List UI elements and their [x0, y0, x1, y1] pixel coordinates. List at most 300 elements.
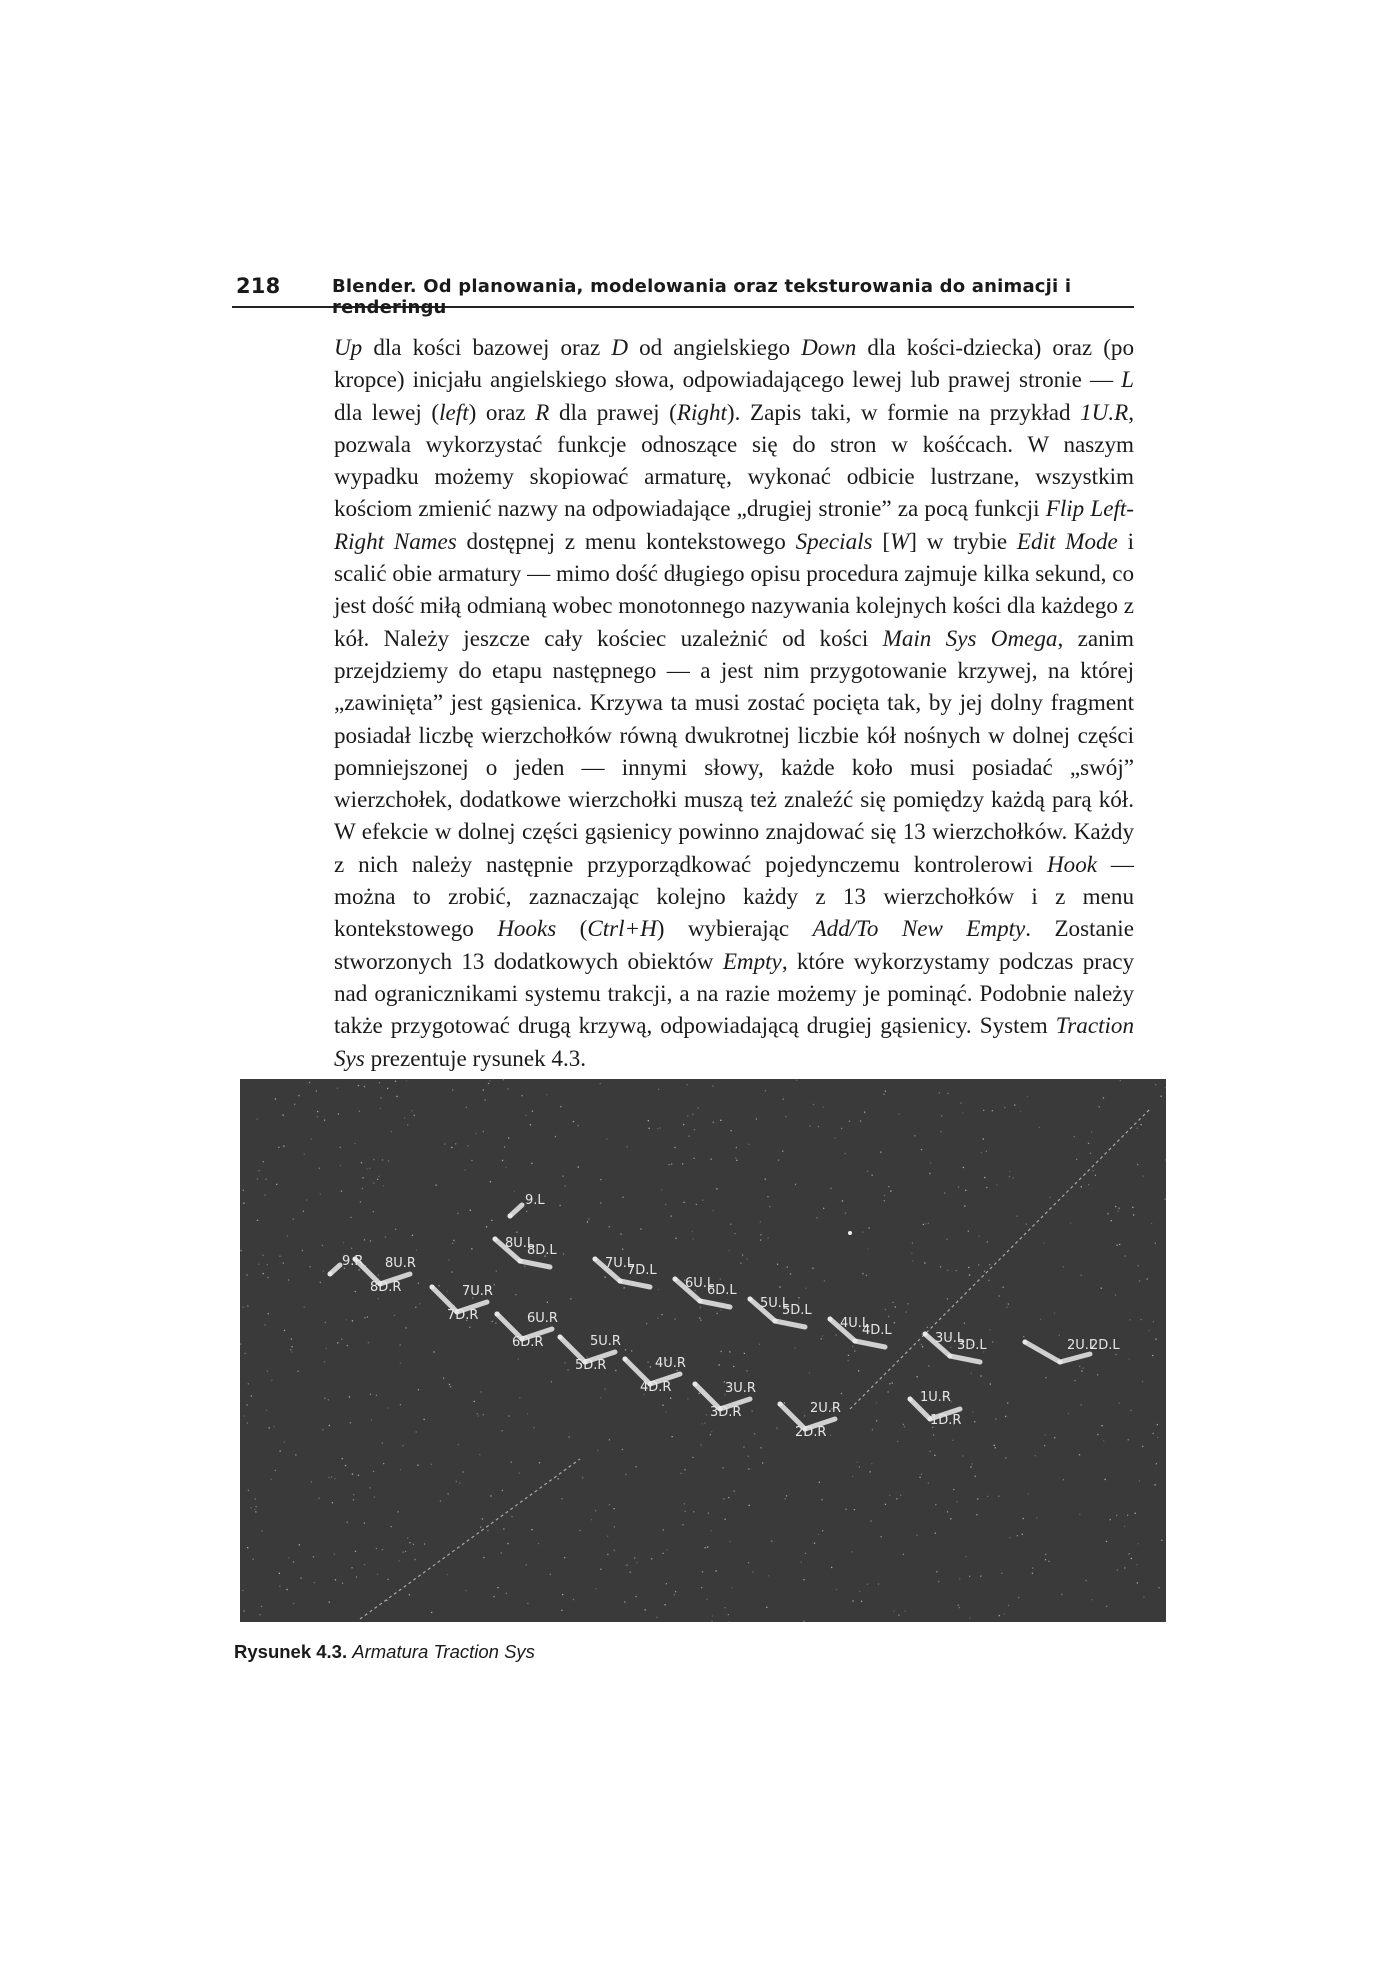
noise-dot: [516, 1232, 517, 1233]
noise-dot: [367, 1168, 368, 1169]
noise-dot: [1103, 1440, 1104, 1441]
noise-dot: [625, 1474, 626, 1475]
bone-label: 6D.R: [512, 1335, 544, 1350]
noise-dot: [976, 1514, 977, 1515]
noise-dot: [591, 1519, 592, 1520]
noise-dot: [1125, 1255, 1126, 1256]
noise-dot: [485, 1099, 486, 1100]
noise-dot: [352, 1474, 353, 1475]
noise-dot: [456, 1481, 457, 1482]
noise-dot: [328, 1399, 329, 1400]
noise-dot: [707, 1547, 708, 1548]
noise-dot: [345, 1465, 346, 1466]
noise-dot: [1009, 1537, 1010, 1538]
noise-dot: [609, 1226, 610, 1227]
noise-dot: [1048, 1561, 1049, 1562]
noise-dot: [1139, 1480, 1140, 1481]
noise-dot: [900, 1495, 901, 1496]
noise-dot: [342, 1458, 343, 1459]
noise-dot: [409, 1542, 410, 1543]
noise-dot: [337, 1088, 338, 1089]
noise-dot: [848, 1355, 849, 1356]
noise-dot: [469, 1327, 470, 1328]
noise-dot: [382, 1443, 383, 1444]
noise-dot: [358, 1475, 359, 1476]
noise-dot: [1044, 1445, 1045, 1446]
noise-dot: [346, 1319, 347, 1320]
noise-dot: [288, 1279, 289, 1280]
noise-dot: [511, 1516, 512, 1517]
noise-dot: [880, 1152, 881, 1153]
noise-dot: [1115, 1354, 1116, 1355]
noise-dot: [247, 1547, 248, 1548]
noise-dot: [1157, 1437, 1158, 1438]
noise-dot: [1070, 1223, 1071, 1224]
noise-dot: [869, 1227, 870, 1228]
noise-dot: [786, 1495, 787, 1496]
noise-dot: [1106, 1541, 1107, 1542]
noise-dot: [649, 1128, 650, 1129]
text-run: i scalić obie armatury — mimo dość długiego opisu procedura zajmuje kilka sekund, co jest dość miłą odmianą wobec monotonnego nazywania kolejnych kości dla każdego z kół. Należy jeszcze cały kościec uzależnić od kości: [334, 527, 1135, 651]
bone-joint: [558, 1335, 563, 1340]
bone-label: 9.R: [342, 1254, 364, 1269]
noise-dot: [369, 1487, 370, 1488]
noise-dot: [740, 1263, 741, 1264]
bone-label: 2U.L: [1067, 1338, 1097, 1353]
noise-dot: [953, 1489, 954, 1490]
term: Right: [676, 398, 727, 425]
armature-viewport: [240, 1079, 1166, 1622]
noise-dot: [417, 1465, 418, 1466]
noise-dot: [625, 1349, 626, 1350]
noise-dot: [352, 1320, 353, 1321]
noise-dot: [1088, 1143, 1089, 1144]
noise-dot: [1018, 1597, 1019, 1598]
noise-dot: [894, 1611, 895, 1612]
noise-dot: [547, 1302, 548, 1303]
term: Main Sys Omega: [882, 624, 1058, 651]
text-run: ) wybierając: [656, 915, 813, 942]
noise-dot: [284, 1330, 285, 1331]
bone-joint: [495, 1312, 500, 1317]
noise-dot: [1081, 1186, 1082, 1187]
noise-dot: [243, 1203, 244, 1204]
noise-dot: [666, 1549, 667, 1550]
noise-dot: [370, 1240, 371, 1241]
noise-dot: [814, 1543, 815, 1544]
noise-dot: [364, 1564, 365, 1565]
noise-dot: [940, 1266, 941, 1267]
noise-dot: [587, 1221, 588, 1222]
noise-dot: [398, 1511, 399, 1512]
noise-dot: [256, 1506, 257, 1507]
noise-dot: [279, 1573, 280, 1574]
noise-dot: [671, 1216, 672, 1217]
noise-dot: [320, 1193, 321, 1194]
noise-dot: [532, 1111, 533, 1112]
noise-dot: [1004, 1614, 1005, 1615]
noise-dot: [978, 1264, 979, 1265]
noise-dot: [358, 1269, 359, 1270]
noise-dot: [600, 1179, 601, 1180]
viewport-noise: [240, 1079, 1166, 1622]
noise-dot: [950, 1518, 951, 1519]
noise-dot: [383, 1185, 384, 1186]
noise-dot: [414, 1559, 415, 1560]
noise-dot: [822, 1530, 823, 1531]
noise-dot: [400, 1469, 401, 1470]
noise-dot: [1135, 1513, 1136, 1514]
noise-dot: [747, 1258, 748, 1259]
noise-dot: [486, 1226, 487, 1227]
noise-dot: [646, 1323, 647, 1324]
noise-dot: [889, 1495, 890, 1496]
noise-dot: [361, 1162, 362, 1163]
noise-dot: [353, 1494, 354, 1495]
noise-dot: [1068, 1413, 1069, 1414]
noise-dot: [489, 1080, 490, 1081]
noise-dot: [324, 1361, 325, 1362]
noise-dot: [687, 1115, 688, 1116]
bone-label: 4U.R: [655, 1356, 686, 1371]
noise-dot: [1063, 1266, 1064, 1267]
bone-joint: [908, 1397, 913, 1402]
noise-dot: [669, 1164, 670, 1165]
noise-dot: [627, 1146, 628, 1147]
noise-dot: [418, 1283, 419, 1284]
noise-dot: [385, 1237, 386, 1238]
noise-dot: [729, 1250, 730, 1251]
noise-dot: [805, 1288, 806, 1289]
term: left: [439, 398, 469, 425]
noise-dot: [470, 1210, 471, 1211]
noise-dot: [275, 1098, 276, 1099]
noise-dot: [1166, 1159, 1167, 1160]
noise-dot: [716, 1570, 717, 1571]
noise-dot: [1043, 1243, 1044, 1244]
noise-dot: [257, 1178, 258, 1179]
noise-dot: [989, 1329, 990, 1330]
noise-dot: [449, 1259, 450, 1260]
noise-dot: [400, 1363, 401, 1364]
noise-dot: [1040, 1319, 1041, 1320]
noise-dot: [1076, 1159, 1077, 1160]
noise-dot: [849, 1121, 850, 1122]
noise-dot: [986, 1187, 987, 1188]
noise-dot: [1153, 1321, 1154, 1322]
noise-dot: [1014, 1104, 1015, 1105]
noise-dot: [1008, 1303, 1009, 1304]
noise-dot: [283, 1146, 284, 1147]
noise-dot: [265, 1179, 266, 1180]
noise-dot: [663, 1529, 664, 1530]
noise-dot: [502, 1160, 503, 1161]
bone-label: 2D.L: [1090, 1338, 1120, 1353]
noise-dot: [1005, 1457, 1006, 1458]
noise-dot: [247, 1305, 248, 1306]
noise-dot: [483, 1089, 484, 1090]
noise-dot: [984, 1271, 985, 1272]
noise-dot: [818, 1126, 819, 1127]
noise-dot: [1137, 1265, 1138, 1266]
noise-dot: [1007, 1402, 1008, 1403]
noise-dot: [335, 1579, 336, 1580]
noise-dot: [634, 1557, 635, 1558]
noise-dot: [693, 1511, 694, 1512]
noise-dot: [511, 1462, 512, 1463]
noise-dot: [600, 1202, 601, 1203]
noise-dot: [1131, 1410, 1132, 1411]
noise-dot: [1088, 1184, 1089, 1185]
noise-dot: [684, 1469, 685, 1470]
bones-layer: [328, 1205, 1091, 1432]
bone-joint: [593, 1257, 598, 1262]
noise-dot: [302, 1250, 303, 1251]
noise-dot: [622, 1249, 623, 1250]
noise-dot: [364, 1522, 365, 1523]
noise-dot: [600, 1397, 601, 1398]
noise-dot: [595, 1510, 596, 1511]
noise-dot: [563, 1253, 564, 1254]
noise-dot: [515, 1294, 516, 1295]
noise-dot: [919, 1477, 920, 1478]
noise-dot: [412, 1110, 413, 1111]
noise-dot: [1127, 1515, 1128, 1516]
noise-dot: [355, 1291, 356, 1292]
noise-dot: [383, 1463, 384, 1464]
noise-dot: [760, 1221, 761, 1222]
noise-dot: [1149, 1330, 1150, 1331]
noise-dot: [1079, 1366, 1080, 1367]
noise-dot: [760, 1447, 761, 1448]
noise-dot: [347, 1522, 348, 1523]
noise-dot: [974, 1421, 975, 1422]
noise-dot: [533, 1427, 534, 1428]
noise-dot: [724, 1607, 725, 1608]
noise-dot: [443, 1378, 444, 1379]
noise-dot: [573, 1121, 574, 1122]
noise-dot: [480, 1391, 481, 1392]
noise-dot: [620, 1234, 621, 1235]
noise-dot: [244, 1610, 245, 1611]
noise-dot: [247, 1274, 248, 1275]
noise-dot: [334, 1478, 335, 1479]
noise-dot: [367, 1316, 368, 1317]
noise-dot: [560, 1106, 561, 1107]
noise-dot: [859, 1466, 860, 1467]
noise-dot: [992, 1110, 993, 1111]
noise-dot: [778, 1160, 779, 1161]
noise-dot: [391, 1526, 392, 1527]
noise-dot: [1028, 1493, 1029, 1494]
noise-dot: [914, 1135, 915, 1136]
bone-label: 9.L: [525, 1193, 545, 1208]
bone-joint: [773, 1319, 778, 1324]
noise-dot: [921, 1474, 922, 1475]
noise-dot: [609, 1504, 610, 1505]
noise-dot: [416, 1249, 417, 1250]
noise-dot: [734, 1490, 735, 1491]
noise-dot: [267, 1264, 268, 1265]
noise-dot: [414, 1115, 415, 1116]
noise-dot: [1079, 1514, 1080, 1515]
bone-joint: [618, 1279, 623, 1284]
noise-dot: [665, 1604, 666, 1605]
noise-dot: [496, 1271, 497, 1272]
noise-dot: [1120, 1080, 1121, 1081]
noise-dot: [482, 1518, 483, 1519]
noise-dot: [293, 1603, 294, 1604]
noise-dot: [719, 1364, 720, 1365]
noise-dot: [959, 1578, 960, 1579]
noise-dot: [694, 1129, 695, 1130]
noise-dot: [640, 1228, 641, 1229]
noise-dot: [483, 1414, 484, 1415]
noise-dot: [388, 1579, 389, 1580]
noise-dot: [650, 1366, 651, 1367]
noise-dot: [267, 1371, 268, 1372]
text-run: dla kości-dziecka) oraz (po kropce) inicjału angielskiego słowa, odpowiadającego lewej lub prawej stronie —: [334, 334, 1134, 393]
viewport-marker: [848, 1231, 852, 1235]
page-number: 218: [236, 274, 281, 298]
noise-dot: [276, 1184, 277, 1185]
noise-dot: [1012, 1178, 1013, 1179]
noise-dot: [885, 1504, 886, 1505]
noise-dot: [1081, 1275, 1082, 1276]
noise-dot: [247, 1422, 248, 1423]
noise-dot: [311, 1139, 312, 1140]
noise-dot: [1045, 1554, 1046, 1555]
noise-dot: [355, 1551, 356, 1552]
noise-dot: [674, 1594, 675, 1595]
noise-dot: [351, 1248, 352, 1249]
noise-dot: [783, 1099, 784, 1100]
term: Edit Mode: [1016, 527, 1118, 554]
noise-dot: [507, 1088, 508, 1089]
noise-dot: [373, 1182, 374, 1183]
noise-dot: [765, 1179, 766, 1180]
bone-joint: [778, 1402, 783, 1407]
noise-dot: [769, 1206, 770, 1207]
noise-dot: [1023, 1518, 1024, 1519]
noise-dot: [762, 1462, 763, 1463]
running-header: [232, 268, 1134, 318]
noise-dot: [419, 1303, 420, 1304]
noise-dot: [519, 1473, 520, 1474]
noise-dot: [743, 1446, 744, 1447]
text-run: , zanim przejdziemy do etapu następnego — a jest nim przygotowanie krzywej, na której „zawinięta” jest gąsienica. Krzywa ta musi zostać pocięta tak, by jej dolny fragment posiadał liczbę wierzchołków równą dwukrotnej liczbie kół nośnych w dolnej części pomniejszonej o jeden — innymi słowy, każde koło musi posiadać „swój” wierzchołek, dodatkowe wierzchołki muszą też znaleźć się pomiędzy każdą parą kół. W efekcie w dolnej części gąsienicy powinno znajdować się 13 wierzchołków. Każdy z nich należy następnie przyporządkować pojedynczemu kontrolerowi: [334, 624, 1135, 877]
noise-dot: [661, 1189, 662, 1190]
noise-dot: [841, 1393, 842, 1394]
noise-dot: [607, 1536, 608, 1537]
noise-dot: [349, 1396, 350, 1397]
noise-dot: [924, 1262, 925, 1263]
noise-dot: [508, 1415, 509, 1416]
noise-dot: [888, 1186, 889, 1187]
noise-dot: [452, 1089, 453, 1090]
noise-dot: [936, 1571, 937, 1572]
noise-dot: [651, 1558, 652, 1559]
noise-dot: [972, 1411, 973, 1412]
noise-dot: [242, 1307, 243, 1308]
noise-dot: [876, 1402, 877, 1403]
noise-dot: [600, 1083, 601, 1084]
noise-dot: [337, 1342, 338, 1343]
bone-shape: [1025, 1342, 1060, 1362]
noise-dot: [965, 1556, 966, 1557]
noise-dot: [656, 1617, 657, 1618]
bone-label: 8U.R: [385, 1256, 416, 1271]
noise-dot: [862, 1273, 863, 1274]
noise-dot: [707, 1599, 708, 1600]
noise-dot: [636, 1562, 637, 1563]
noise-dot: [311, 1481, 312, 1482]
noise-dot: [859, 1591, 860, 1592]
noise-dot: [925, 1223, 926, 1224]
noise-dot: [692, 1457, 693, 1458]
noise-dot: [604, 1388, 605, 1389]
noise-dot: [242, 1590, 243, 1591]
bone-label: 6U.L: [685, 1276, 715, 1291]
noise-dot: [712, 1615, 713, 1616]
noise-dot: [830, 1188, 831, 1189]
noise-dot: [322, 1429, 323, 1430]
noise-dot: [444, 1143, 445, 1144]
noise-dot: [1143, 1176, 1144, 1177]
noise-dot: [1153, 1433, 1154, 1434]
noise-dot: [776, 1428, 777, 1429]
noise-dot: [558, 1478, 559, 1479]
noise-dot: [262, 1530, 263, 1531]
noise-dot: [795, 1184, 796, 1185]
noise-dot: [944, 1192, 945, 1193]
noise-dot: [894, 1322, 895, 1323]
noise-dot: [930, 1162, 931, 1163]
noise-dot: [684, 1503, 685, 1504]
noise-dot: [716, 1188, 717, 1189]
bone-joint: [853, 1339, 858, 1344]
noise-dot: [241, 1250, 242, 1251]
noise-dot: [1101, 1425, 1102, 1426]
noise-dot: [960, 1103, 961, 1104]
noise-dot: [280, 1450, 281, 1451]
noise-dot: [578, 1166, 579, 1167]
noise-dot: [251, 1395, 252, 1396]
noise-dot: [424, 1419, 425, 1420]
noise-dot: [379, 1082, 380, 1083]
noise-dot: [970, 1466, 971, 1467]
noise-dot: [579, 1530, 580, 1531]
noise-dot: [1008, 1605, 1009, 1606]
noise-dot: [927, 1327, 928, 1328]
noise-dot: [1128, 1439, 1129, 1440]
noise-dot: [645, 1609, 646, 1610]
noise-dot: [596, 1588, 597, 1589]
noise-dot: [748, 1144, 749, 1145]
noise-dot: [319, 1498, 320, 1499]
noise-dot: [356, 1576, 357, 1577]
noise-dot: [756, 1118, 757, 1119]
noise-dot: [525, 1115, 526, 1116]
noise-dot: [292, 1346, 293, 1347]
noise-dot: [721, 1351, 722, 1352]
bone-label: 3U.L: [935, 1331, 965, 1346]
noise-dot: [765, 1090, 766, 1091]
noise-dot: [388, 1160, 389, 1161]
noise-dot: [1022, 1534, 1023, 1535]
noise-dot: [683, 1524, 684, 1525]
noise-dot: [923, 1224, 924, 1225]
